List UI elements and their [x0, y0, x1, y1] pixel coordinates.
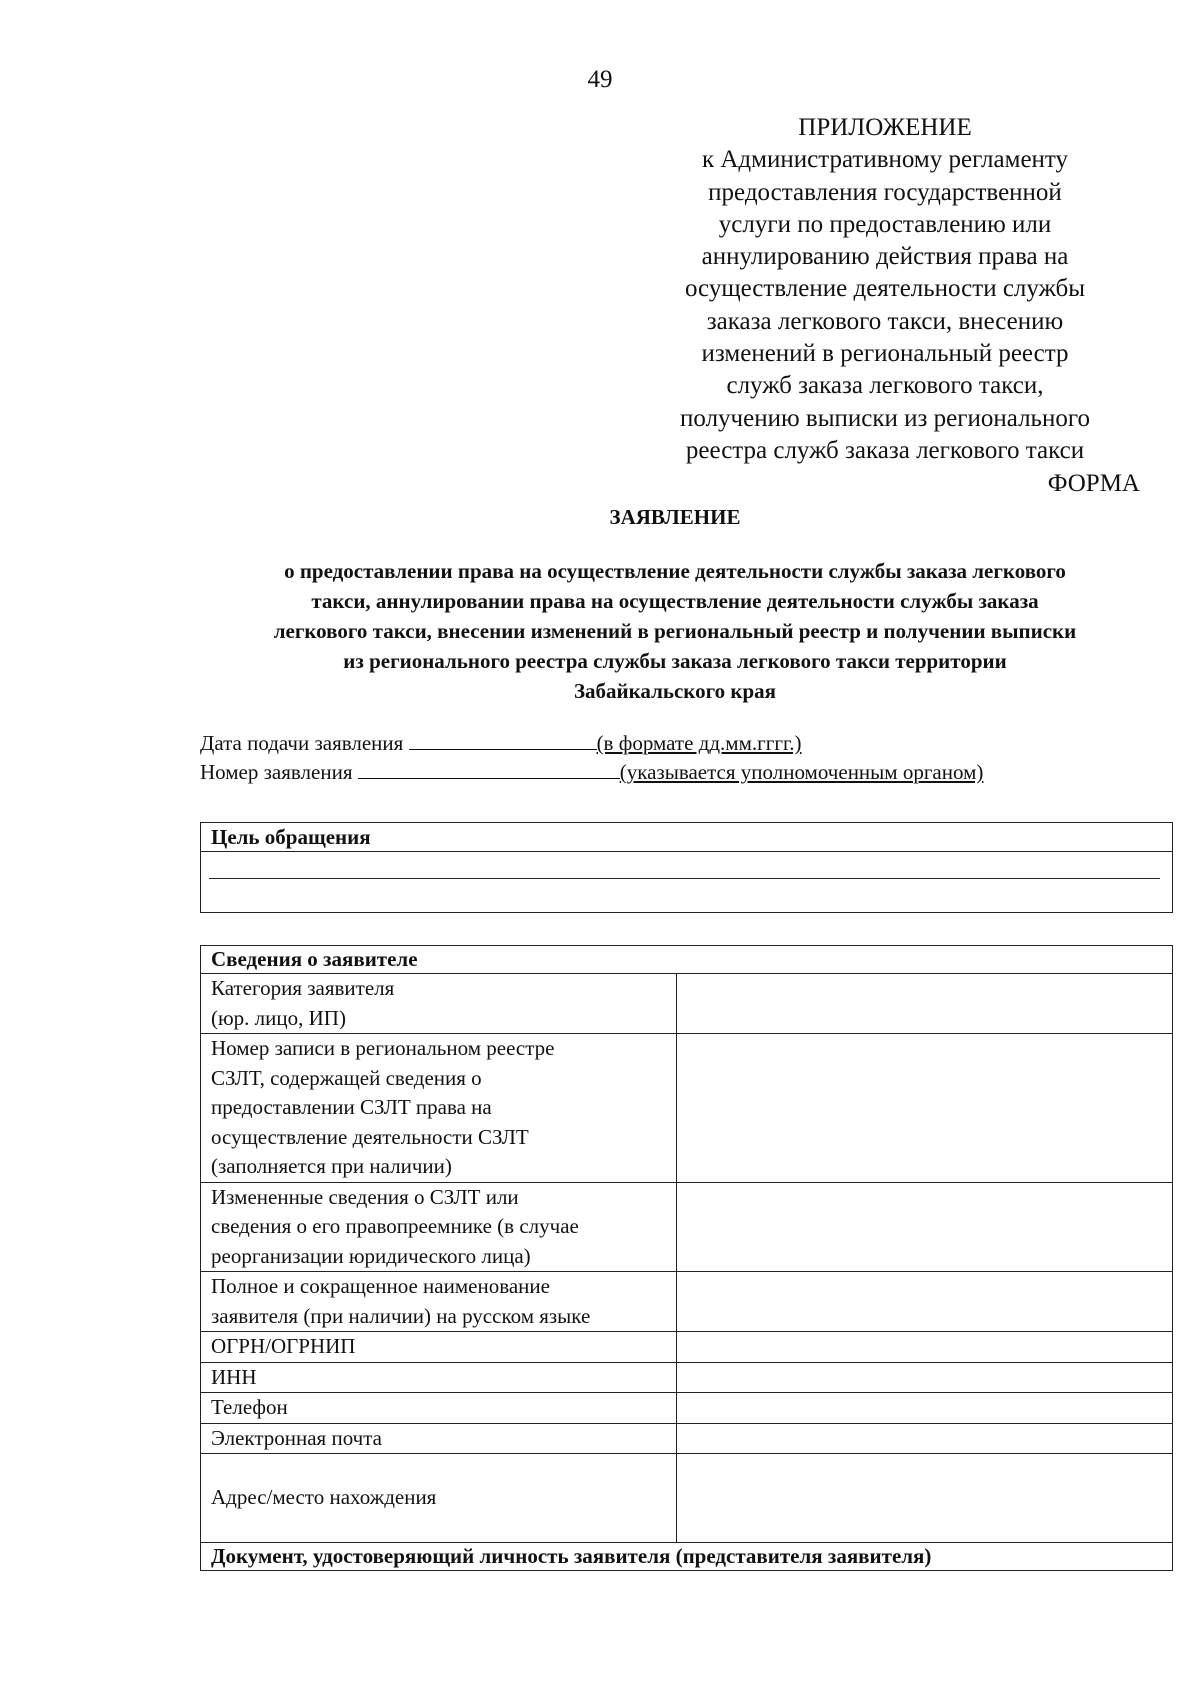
table-row	[201, 1362, 1173, 1393]
page-number: 49	[587, 66, 613, 93]
address-label: Адрес/место нахождения	[201, 1454, 677, 1543]
table-row	[201, 1182, 1173, 1272]
ogrn-value[interactable]	[677, 1332, 1173, 1363]
purpose-heading: Цель обращения	[201, 823, 1173, 852]
document-subtitle	[180, 556, 1170, 706]
subtitle-line: из регионального реестра службы заказа легкового такси территории	[343, 649, 1007, 673]
registry-record-value[interactable]	[677, 1034, 1173, 1183]
changed-info-value[interactable]	[677, 1182, 1173, 1272]
document-title: ЗАЯВЛЕНИЕ	[609, 505, 741, 529]
application-number-note: (указывается уполномоченным органом)	[619, 760, 984, 784]
submission-date-row	[200, 731, 801, 756]
table-row	[201, 1332, 1173, 1363]
applicant-category-value[interactable]	[677, 974, 1173, 1034]
email-label: Электронная почта	[201, 1423, 677, 1454]
appendix-line: к Административному регламенту	[701, 146, 1069, 174]
table-row	[201, 1393, 1173, 1424]
ogrn-label: ОГРН/ОГРНИП	[201, 1332, 677, 1363]
label-line: Номер записи в региональном реестре	[211, 1036, 555, 1060]
label-line: реорганизации юридического лица)	[211, 1243, 531, 1268]
appendix-line: реестра служб заказа легкового такси	[685, 436, 1085, 464]
table-row	[201, 1454, 1173, 1543]
label-line: предоставлении СЗЛТ права на	[211, 1095, 492, 1119]
applicant-section-heading: Сведения о заявителе	[201, 946, 1173, 974]
appendix-line: аннулированию действия права на	[701, 243, 1069, 271]
appendix-line: услуги по предоставлению или	[718, 210, 1052, 238]
full-name-label	[201, 1272, 677, 1332]
purpose-table	[200, 822, 1173, 913]
appendix-line: изменений в региональный реестр	[701, 340, 1069, 368]
table-row	[201, 1272, 1173, 1332]
applicant-table	[200, 945, 1173, 1571]
submission-date-label: Дата подачи заявления	[200, 731, 404, 755]
label-line: Измененные сведения о СЗЛТ или	[211, 1184, 519, 1209]
appendix-line: получению выписки из регионального	[680, 404, 1090, 432]
application-number-row	[200, 760, 983, 785]
inn-label: ИНН	[201, 1362, 677, 1393]
application-number-field[interactable]	[358, 760, 620, 779]
identity-document-heading: Документ, удостоверяющий личность заявителя (представителя заявителя)	[201, 1543, 1173, 1571]
purpose-line	[209, 878, 1160, 879]
phone-label: Телефон	[201, 1393, 677, 1424]
application-number-label: Номер заявления	[200, 760, 353, 784]
subtitle-line: легкового такси, внесении изменений в региональный реестр и получении выписки	[273, 619, 1077, 643]
appendix-block	[640, 112, 1130, 467]
phone-value[interactable]	[677, 1393, 1173, 1424]
address-value[interactable]	[677, 1454, 1173, 1543]
label-line: (заполняется при наличии)	[211, 1154, 452, 1178]
label-line: (юр. лицо, ИП)	[211, 1005, 346, 1030]
label-line: сведения о его правопреемнике (в случае	[211, 1214, 579, 1238]
appendix-heading: ПРИЛОЖЕНИЕ	[798, 114, 972, 141]
inn-value[interactable]	[677, 1362, 1173, 1393]
subtitle-line: о предоставлении права на осуществление деятельности службы заказа легкового	[284, 559, 1066, 583]
label-line: Категория заявителя	[211, 976, 395, 1000]
label-line: Полное и сокращенное наименование	[211, 1274, 550, 1298]
appendix-line: служб заказа легкового такси,	[726, 372, 1044, 400]
full-name-value[interactable]	[677, 1272, 1173, 1332]
applicant-category-label	[201, 974, 677, 1034]
appendix-line: предоставления государственной	[708, 178, 1062, 206]
submission-date-field[interactable]	[409, 731, 597, 750]
table-row	[201, 1034, 1173, 1183]
subtitle-line: такси, аннулировании права на осуществление деятельности службы заказа	[311, 589, 1039, 613]
label-line: заявителя (при наличии) на русском языке	[211, 1303, 591, 1328]
submission-date-note: (в формате дд.мм.гггг.)	[596, 731, 802, 755]
appendix-line: заказа легкового такси, внесению	[706, 307, 1064, 335]
table-row	[201, 974, 1173, 1034]
appendix-line: осуществление деятельности службы	[684, 275, 1086, 303]
subtitle-line: Забайкальского края	[573, 679, 777, 703]
purpose-field[interactable]	[201, 852, 1173, 913]
label-line: осуществление деятельности СЗЛТ	[211, 1124, 529, 1149]
changed-info-label	[201, 1182, 677, 1272]
form-label: ФОРМА	[1047, 470, 1140, 497]
label-line: СЗЛТ, содержащей сведения о	[211, 1065, 482, 1090]
table-row	[201, 1423, 1173, 1454]
registry-record-label	[201, 1034, 677, 1183]
email-value[interactable]	[677, 1423, 1173, 1454]
